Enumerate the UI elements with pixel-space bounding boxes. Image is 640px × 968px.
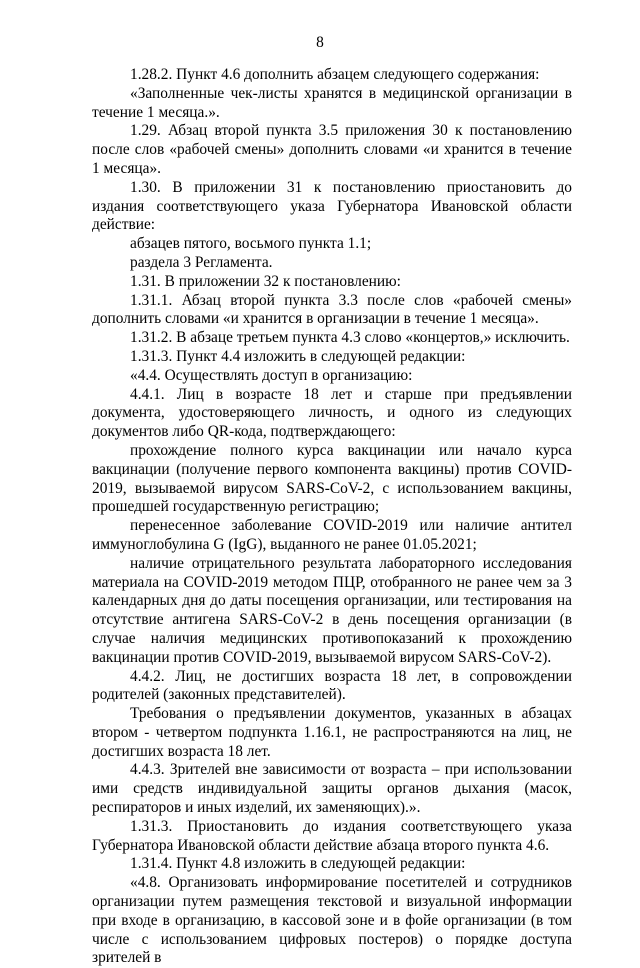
paragraph-antibodies: перенесенное заболевание COVID-2019 или наличие антител иммуноглобулина G (IgG), выданного не ранее 01.05.2021; <box>92 517 572 553</box>
paragraph-1-30-item-2: раздела 3 Регламента. <box>130 253 273 271</box>
paragraph-1-31-2: 1.31.2. В абзаце третьем пункта 4.3 слово «концертов,» исключить. <box>130 329 570 347</box>
paragraph-1-30: 1.30. В приложении 31 к постановлению приостановить до издания соответствующего указа Губернатора Ивановской области действие: <box>92 178 572 234</box>
paragraph-requirements: Требования о предъявлении документов, указанных в абзацах втором - четвертом подпункта 1.16.1, не распространяются на лиц, не достигших возраста 18 лет. <box>92 705 572 760</box>
paragraph-4-4-2: 4.4.2. Лиц, не достигших возраста 18 лет, в сопровождении родителей (законных представителей). <box>92 667 572 704</box>
paragraph-vaccination: прохождение полного курса вакцинации или начало курса вакцинации (получение первого компонента вакцины) против COVID-2019, вызываемой вирусом SARS-CoV-2, с использованием вакцины, прошедшей государственную регистрацию; <box>92 441 572 516</box>
paragraph-4-4-3: 4.4.3. Зрителей вне зависимости от возраста – при использовании ими средств индивидуальной защиты органов дыхания (масок, респираторов и иных изделий, их заменяющих).». <box>92 761 572 817</box>
paragraph-4-4: «4.4. Осуществлять доступ в организацию: <box>130 366 413 384</box>
paragraph-4-8: «4.8. Организовать информирование посетителей и сотрудников организации путем размещения текстовой и визуальной информации при входе в организацию, в кассовой зоне и в фойе организации (в том числе с использованием цифровых постеров) о порядке доступа зрителей в <box>92 874 572 967</box>
paragraph-1-31-3-a: 1.31.3. Пункт 4.4 изложить в следующей редакции: <box>130 347 466 365</box>
paragraph-1-31-3-b: 1.31.3. Приостановить до издания соответствующего указа Губернатора Ивановской области действие абзаца второго пункта 4.6. <box>92 817 572 854</box>
document-body <box>92 66 572 968</box>
page-number: 8 <box>316 34 324 51</box>
paragraph-1-29: 1.29. Абзац второй пункта 3.5 приложения 30 к постановлению после слов «рабочей смены» дополнить словами «и хранится в течение 1 месяца». <box>92 122 572 177</box>
paragraph-1-31-4: 1.31.4. Пункт 4.8 изложить в следующей редакции: <box>130 855 466 873</box>
paragraph-4-4-1: 4.4.1. Лиц в возрасте 18 лет и старше при предъявлении документа, удостоверяющего личность, и одного из следующих документов либо QR-кода, подтверждающего: <box>92 385 572 441</box>
paragraph-1-28-2: 1.28.2. Пункт 4.6 дополнить абзацем следующего содержания: <box>130 66 540 83</box>
paragraph-1-31: 1.31. В приложении 32 к постановлению: <box>130 272 401 290</box>
paragraph-negative-test: наличие отрицательного результата лабораторного исследования материала на COVID-2019 методом ПЦР, отобранного не ранее чем за 3 календарных дня до даты посещения организации, или тестирования на отсутствие антигена SARS-CoV-2 в день посещения организации (в случае наличия медицинских противопоказаний к прохождению вакцинации против COVID-2019, вызываемой вирусом SARS-CoV-2). <box>92 554 572 666</box>
paragraph-1-31-1: 1.31.1. Абзац второй пункта 3.3 после слов «рабочей смены» дополнить словами «и хранится в организации в течение 1 месяца». <box>92 291 572 328</box>
paragraph-quote-checklists: «Заполненные чек-листы хранятся в медицинской организации в течение 1 месяца.». <box>92 84 572 121</box>
paragraph-1-30-item-1: абзацев пятого, восьмого пункта 1.1; <box>130 235 372 253</box>
